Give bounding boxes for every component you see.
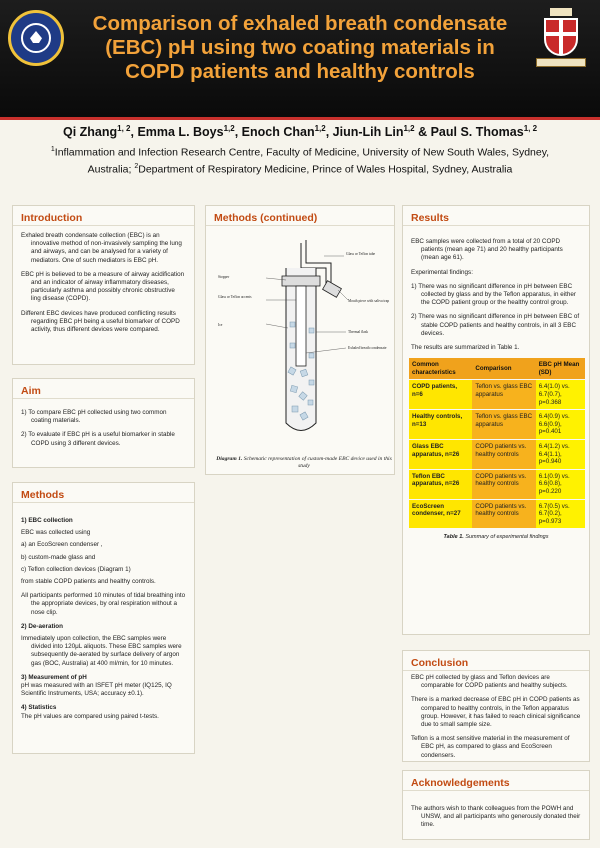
section-title: Methods (continued): [206, 206, 394, 226]
results-item: 1) There was no significant difference in pH between EBC collected by glass and by the Teflon apparatus, in either the COPD patient group or the healthy control group.: [411, 282, 576, 307]
label-ice: Ice: [218, 323, 223, 327]
methods-list-item: a) an EcoScreen condenser ,: [21, 541, 103, 549]
label-glass-tube: Glass or Teflon tube: [346, 252, 376, 256]
aim-section: [12, 378, 195, 468]
table-row: Teflon EBC apparatus, n=26 COPD patients vs. healthy controls 6.1(0.9) vs. 6.6(0.8), p=0.220: [409, 469, 585, 499]
intro-paragraph: EBC pH is believed to be a measure of airway acidification and an indicator of airway inflammatory diseases, particularly asthma and possibly chronic obstructive ling disease (COPD).: [21, 270, 185, 303]
table-caption: Table 1. Summary of experimental findings: [443, 534, 549, 541]
methods-subheading: 3) Measurement of pH: [21, 673, 87, 681]
results-paragraph: The results are summarized in Table 1.: [411, 344, 520, 352]
crest-icon: [532, 8, 590, 72]
ebc-device-diagram: [206, 228, 396, 448]
poster-header: [0, 0, 600, 120]
results-paragraph: Experimental findings:: [411, 268, 473, 276]
methods-list-item: b) custom-made glass and: [21, 553, 96, 561]
author-list: Qi Zhang$^{1, 2}$, Emma L. Boys$^{1,2}$, Enoch Chan$^{1,2}$, Jiun-Lih Lin$^{1,2}$ & Paul S. Thomas$^{1, 2}$: [62, 124, 538, 140]
methods-list-item: c) Teflon collection devices (Diagram 1): [21, 565, 131, 573]
conclusion-paragraph: EBC pH collected by glass and Teflon devices are comparable for COPD patients and healthy subjects.: [411, 674, 568, 690]
hospital-seal-icon: [8, 10, 64, 66]
label-mouthpiece: Mouth piece with saliva trap: [348, 299, 390, 303]
label-condensate: Exhaled breath condensate: [348, 346, 387, 350]
methods-text: The pH values are compared using paired t-tests.: [21, 712, 159, 720]
inner-tube: [296, 286, 306, 366]
table-header: EBC pH Mean (SD): [536, 358, 585, 380]
results-table: [409, 358, 585, 528]
methods-text: from stable COPD patients and healthy controls.: [21, 578, 156, 586]
acknowledgements-paragraph: The authors wish to thank colleagues from the POWH and UNSW, and all participants who generously donated their time.: [411, 805, 581, 829]
methods-subheading: 2) De-aeration: [21, 622, 63, 630]
methods-subheading: 4) Statistics: [21, 704, 57, 712]
table-row: EcoScreen condenser, n=27 COPD patients vs. healthy controls 6.7(0.5) vs. 6.7(0.2), p=0.973: [409, 499, 585, 528]
table-row: COPD patients, n=6 Teflon vs. glass EBC apparatus 6.4(1.0) vs. 6.7(0.7), p=0.368: [409, 380, 585, 410]
aim-item: 2) To evaluate if EBC pH is a useful biomarker in stable COPD using 3 different devices.: [21, 431, 175, 447]
section-title: Conclusion: [403, 651, 589, 671]
table-header: Comparison: [472, 358, 535, 380]
methods-text: pH was measured with an ISFET pH meter (IQ125, IQ Scientific Instruments, USA; accuracy ±0.1).: [21, 682, 172, 698]
aim-item: 1) To compare EBC pH collected using two common coating materials.: [21, 409, 167, 425]
methods-continued-section: [205, 205, 395, 475]
methods-text: All participants performed 10 minutes of tidal breathing into the appropriate devices, by oral respiration without a nose clip.: [21, 592, 186, 616]
conclusion-paragraph: There is a marked decrease of EBC pH in COPD patients as compared to healthy controls, in the Teflon apparatus group. However, it has failed to reach clinical significance due to small sample size.: [411, 696, 581, 729]
diagram-caption: Diagram 1. Schematic representation of custom-made EBC device used in this study: [216, 456, 392, 469]
label-thermal-flask: Thermal flask: [348, 330, 369, 334]
intro-paragraph: Exhaled breath condensate collection (EBC) is an innovative method of non-invasively sampling the lung and airways, and can be analysed for a variety of mediators. One of such mediators is EBC pH.: [21, 232, 182, 264]
conclusion-paragraph: Teflon is a most sensitive material in the measurement of EBC pH, as compared to glass and EcoScreen condensers.: [411, 735, 570, 759]
table-row: Healthy controls, n=13 Teflon vs. glass EBC apparatus 6.4(0.9) vs. 6.6(0.9), p=0.401: [409, 410, 585, 440]
methods-subheading: 1) EBC collection: [21, 517, 73, 524]
section-title: Results: [403, 206, 589, 226]
results-section: [402, 205, 590, 635]
title-line-1: Comparison of exhaled breath condensate: [92, 12, 508, 35]
affiliations: $^1$Inflammation and Infection Research Centre, Faculty of Medicine, University of New South Wales, Sydney, Australia; $^2$Department of Respiratory Medicine, Prince of Wales Hospital, Sydney, Australia: [50, 146, 550, 175]
acknowledgements-section: [402, 770, 590, 840]
section-title: Acknowledgements: [403, 771, 589, 791]
poster-title: [72, 12, 528, 84]
title-line-2: (EBC) pH using two coating materials in: [105, 36, 495, 59]
mouthpiece: [323, 281, 342, 298]
table-header: Common characteristics: [409, 358, 472, 380]
label-glass-teflon-accents: Glass or Teflon accents: [218, 295, 252, 299]
conclusion-section: [402, 650, 590, 762]
methods-text: EBC was collected using: [21, 529, 91, 537]
section-title: Aim: [13, 379, 194, 399]
introduction-section: [12, 205, 195, 365]
table-row: Glass EBC apparatus, n=26 COPD patients vs. healthy controls 6.4(1.2) vs. 6.4(1.1), p=0.940: [409, 439, 585, 469]
label-stopper: Stopper: [218, 275, 230, 279]
intro-paragraph: Different EBC devices have produced conflicting results regarding EBC pH being a useful biomarker of COPD activity, thus different devices were compared.: [21, 309, 180, 334]
section-title: Methods: [13, 483, 194, 503]
methods-text: Immediately upon collection, the EBC samples were divided into 120μL aliquots. These EBC samples were subsequently de-aerated by surface delivery of argon gas (BOC, Australia) at 400 ml/min, for 10 minutes.: [21, 635, 182, 667]
results-item: 2) There was no significant difference in pH between EBC of stable COPD patients and healthy controls, in all 3 EBC devices.: [411, 313, 580, 337]
stopper: [282, 276, 320, 286]
methods-section: [12, 482, 195, 754]
section-title: Introduction: [13, 206, 194, 226]
results-paragraph: EBC samples were collected from a total of 20 COPD patients (mean age 71) and 20 healthy participants (mean age 61).: [411, 238, 563, 262]
title-line-3: COPD patients and healthy controls: [125, 60, 475, 83]
